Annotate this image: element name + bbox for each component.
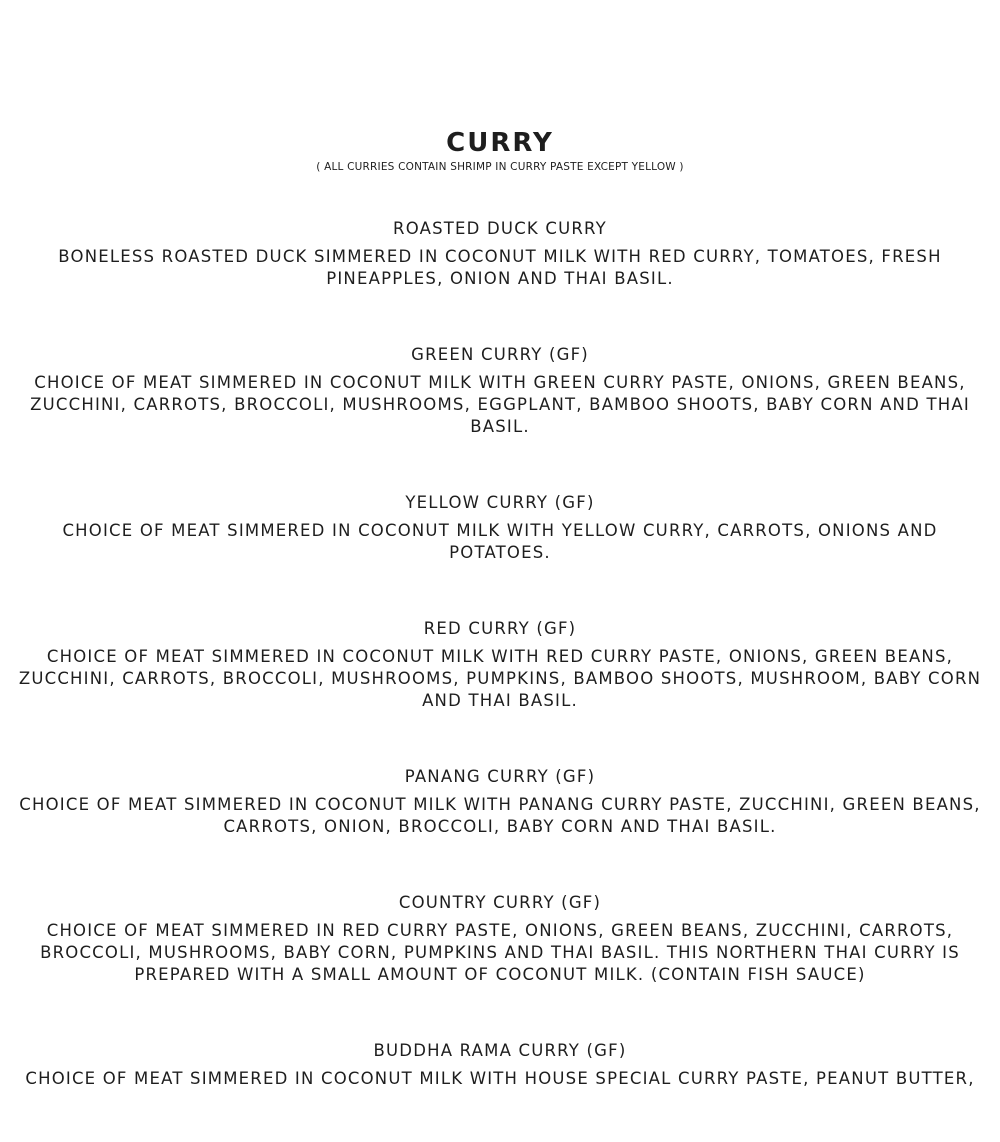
- menu-item-name: GREEN CURRY (GF): [411, 345, 589, 364]
- section-title: CURRY: [446, 128, 554, 158]
- menu-item: [0, 216, 1000, 290]
- menu-item-name: BUDDHA RAMA CURRY (GF): [373, 1041, 627, 1060]
- menu-item-description: CHOICE OF MEAT SIMMERED IN COCONUT MILK WITH GREEN CURRY PASTE, ONIONS, GREEN BEANS, ZUCCHINI, CARROTS, BROCCOLI, MUSHROOMS, EGGPLANT, BAMBOO SHOOTS, BABY CORN AND THAI BASIL.: [30, 373, 970, 436]
- menu-item-name: ROASTED DUCK CURRY: [393, 219, 607, 238]
- menu-item-name: PANANG CURRY (GF): [404, 767, 596, 786]
- menu-item: [0, 890, 1000, 986]
- menu-item-name: COUNTRY CURRY (GF): [398, 893, 602, 912]
- menu-item: [0, 764, 1000, 838]
- menu-item: [0, 342, 1000, 438]
- menu-item-name: YELLOW CURRY (GF): [405, 493, 595, 512]
- menu-item: [0, 490, 1000, 564]
- menu-item-description: CHOICE OF MEAT SIMMERED IN COCONUT MILK WITH RED CURRY PASTE, ONIONS, GREEN BEANS, ZUCCHINI, CARROTS, BROCCOLI, MUSHROOMS, PUMPKINS, BAMBOO SHOOTS, MUSHROOM, BABY CORN AND THAI BASIL.: [18, 647, 982, 710]
- menu-item-description: CHOICE OF MEAT SIMMERED IN COCONUT MILK WITH HOUSE SPECIAL CURRY PASTE, PEANUT BUTTER,: [25, 1069, 975, 1088]
- menu-item-name: RED CURRY (GF): [423, 619, 577, 638]
- menu-item-description: CHOICE OF MEAT SIMMERED IN COCONUT MILK WITH YELLOW CURRY, CARROTS, ONIONS AND POTATOES.: [62, 521, 938, 562]
- menu-item: [0, 1038, 1000, 1090]
- menu-item-description: BONELESS ROASTED DUCK SIMMERED IN COCONUT MILK WITH RED CURRY, TOMATOES, FRESH PINEAPPLES, ONION AND THAI BASIL.: [58, 247, 942, 288]
- menu-item-list: [0, 216, 1000, 1142]
- menu-item: [0, 616, 1000, 712]
- menu-item-description: CHOICE OF MEAT SIMMERED IN COCONUT MILK WITH PANANG CURRY PASTE, ZUCCHINI, GREEN BEANS, CARROTS, ONION, BROCCOLI, BABY CORN AND THAI BASIL.: [19, 795, 981, 836]
- section-note: ( ALL CURRIES CONTAIN SHRIMP IN CURRY PASTE EXCEPT YELLOW ): [316, 161, 684, 173]
- menu-item-description: CHOICE OF MEAT SIMMERED IN RED CURRY PASTE, ONIONS, GREEN BEANS, ZUCCHINI, CARROTS, BROCCOLI, MUSHROOMS, BABY CORN, PUMPKINS AND THAI BASIL. THIS NORTHERN THAI CURRY IS PREPARED WITH A SMALL AMOUNT OF COCONUT MILK. (CONTAIN FISH SAUCE): [40, 921, 960, 984]
